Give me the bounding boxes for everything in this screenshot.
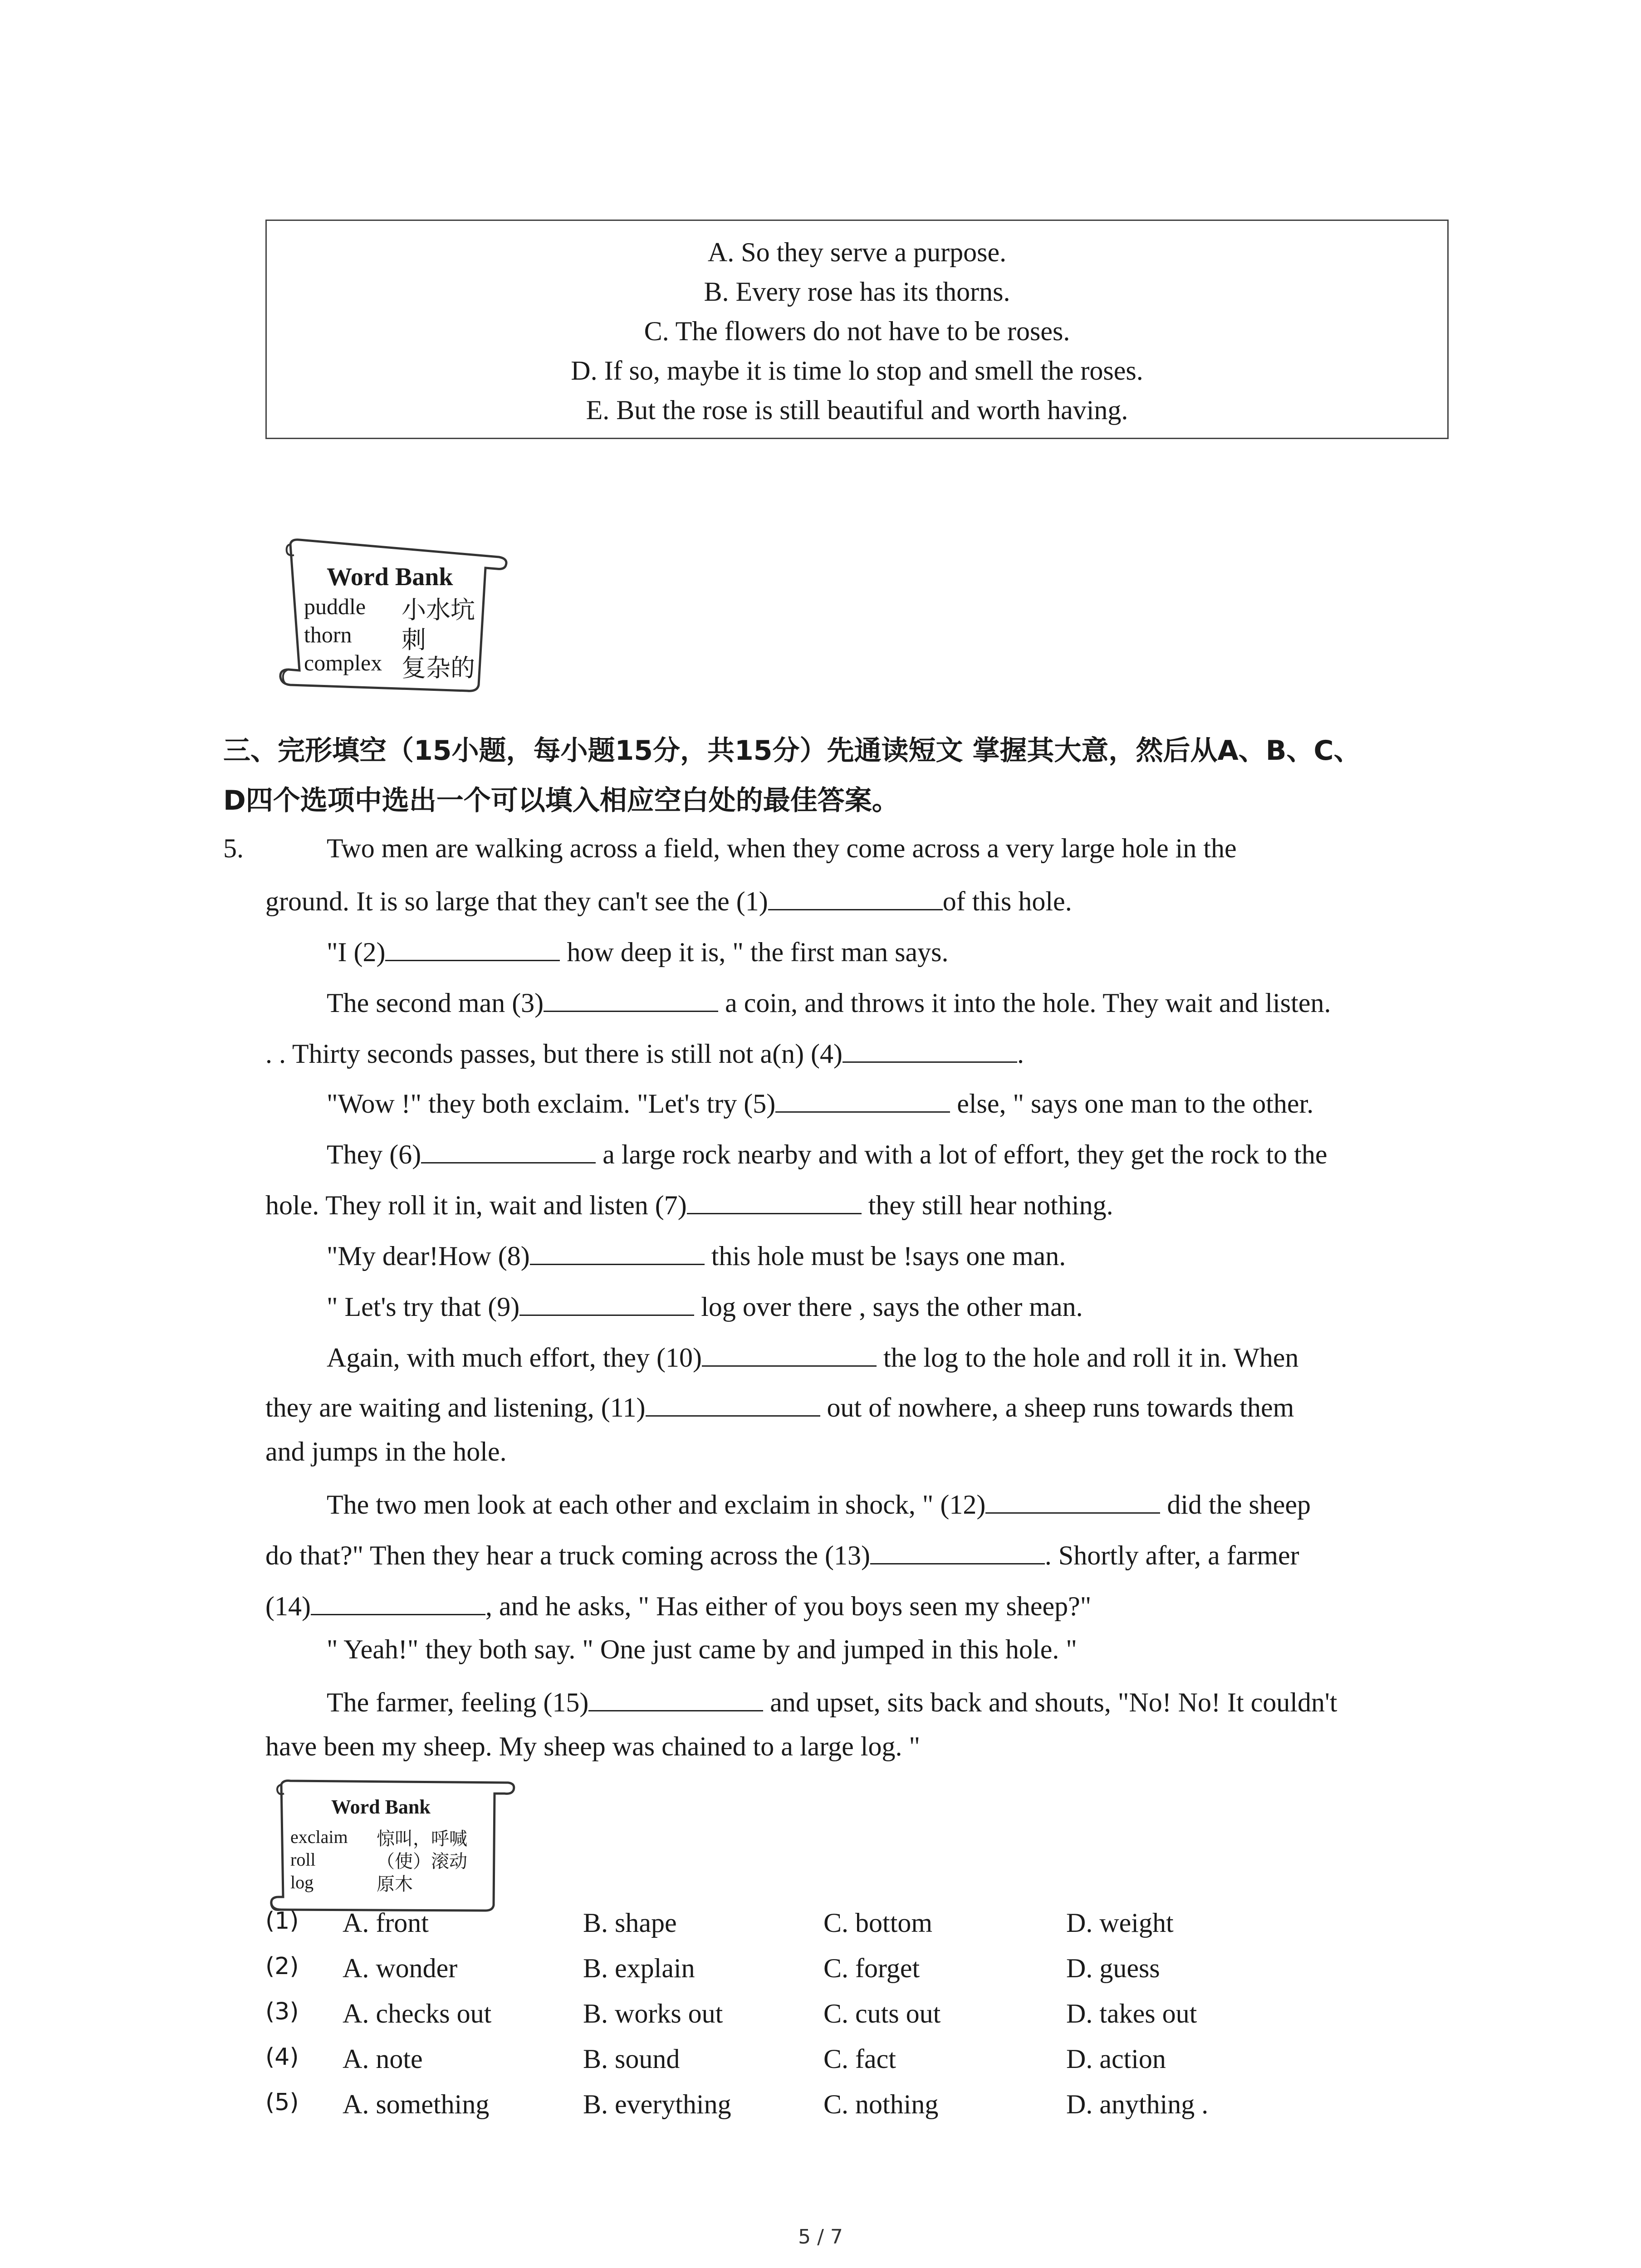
passage-line: ground. It is so large that they can't see the (1) of this hole. <box>265 884 1072 917</box>
passage-line: The second man (3) a coin, and throws it into the hole. They wait and listen. <box>327 985 1331 1019</box>
passage-line: do that?" Then they hear a truck coming across the (13) . Shortly after, a farmer <box>265 1538 1299 1571</box>
option-b: B. Every rose has its thorns. <box>704 277 1010 307</box>
option-d: D. If so, maybe it is time lo stop and smell the roses. <box>571 356 1143 386</box>
passage-line: Again, with much effort, they (10) the log to the hole and roll it in. When <box>327 1340 1298 1374</box>
blank-1[interactable] <box>768 884 943 910</box>
section-heading-line-2: D四个选项中选出一个可以填入相应空白处的最佳答案。 <box>223 785 899 816</box>
choice-number: (5) <box>265 2089 299 2116</box>
blank-3[interactable] <box>544 985 718 1012</box>
passage-line: "Wow !" they both exclaim. "Let's try (5) else, " says one man to the other. <box>327 1086 1313 1119</box>
passage-line: The two men look at each other and exclaim in shock, " (12) did the sheep <box>327 1487 1311 1520</box>
choice-number: (4) <box>265 2043 299 2071</box>
choice-b[interactable]: B. explain <box>583 1953 695 1983</box>
options-box <box>265 220 1449 439</box>
word-bank-scroll-1 <box>272 535 513 699</box>
choice-b[interactable]: B. sound <box>583 2044 680 2074</box>
choice-number: (1) <box>265 1907 299 1935</box>
passage-line: and jumps in the hole. <box>265 1437 507 1466</box>
word-bank-zh: 原木 <box>377 1874 413 1895</box>
choice-c[interactable]: C. cuts out <box>823 1999 941 2028</box>
choice-b[interactable]: B. works out <box>583 1999 723 2028</box>
passage-line: . . Thirty seconds passes, but there is still not a(n) (4) . <box>265 1036 1024 1070</box>
word-bank-en: complex <box>304 650 382 675</box>
passage-line: " Let's try that (9) log over there , says the other man. <box>327 1289 1083 1323</box>
blank-12[interactable] <box>985 1487 1160 1514</box>
word-bank-en: roll <box>290 1849 316 1870</box>
passage-line: They (6) a large rock nearby and with a lot of effort, they get the rock to the <box>327 1137 1327 1170</box>
passage-line: have been my sheep. My sheep was chained to a large log. " <box>265 1731 920 1761</box>
choice-a[interactable]: A. checks out <box>343 1999 492 2028</box>
passage-line: The farmer, feeling (15) and upset, sits back and shouts, "No! No! It couldn't <box>327 1685 1337 1718</box>
passage-line: (14) , and he asks, " Has either of you boys seen my sheep?" <box>265 1589 1091 1622</box>
word-bank-en: puddle <box>304 594 366 619</box>
section-heading-line-1: 三、完形填空（15小题，每小题15分，共15分）先通读短文 掌握其大意，然后从A、B、C、 <box>223 735 1361 767</box>
word-bank-zh: 惊叫，呼喊 <box>377 1828 467 1849</box>
blank-4[interactable] <box>843 1036 1017 1063</box>
choice-a[interactable]: A. front <box>343 1908 429 1938</box>
word-bank-zh: 小水坑 <box>402 596 475 624</box>
choice-a[interactable]: A. note <box>343 2044 423 2074</box>
passage-line: hole. They roll it in, wait and listen (7) they still hear nothing. <box>265 1188 1113 1221</box>
blank-14[interactable] <box>311 1589 485 1615</box>
blank-10[interactable] <box>702 1340 877 1367</box>
word-bank-en: exclaim <box>290 1827 348 1847</box>
option-c: C. The flowers do not have to be roses. <box>644 316 1070 346</box>
blank-15[interactable] <box>588 1685 763 1711</box>
choice-number: (3) <box>265 1998 299 2025</box>
choice-c[interactable]: C. fact <box>823 2044 896 2074</box>
blank-13[interactable] <box>870 1538 1045 1564</box>
blank-2[interactable] <box>385 934 560 961</box>
choice-d[interactable]: D. weight <box>1066 1908 1174 1938</box>
passage-line: Two men are walking across a field, when they come across a very large hole in the <box>327 833 1237 863</box>
section-heading <box>223 726 1457 826</box>
word-bank-en: log <box>290 1872 314 1892</box>
choice-b[interactable]: B. shape <box>583 1908 677 1938</box>
word-bank-title: Word Bank <box>327 563 453 591</box>
choice-a[interactable]: A. wonder <box>343 1953 458 1983</box>
choice-b[interactable]: B. everything <box>583 2089 731 2119</box>
choice-c[interactable]: C. nothing <box>823 2089 939 2119</box>
blank-11[interactable] <box>646 1390 820 1417</box>
question-number: 5. <box>223 833 244 863</box>
blank-8[interactable] <box>530 1238 705 1265</box>
word-bank-zh: 复杂的 <box>402 654 475 682</box>
passage-line: they are waiting and listening, (11) out of nowhere, a sheep runs towards them <box>265 1390 1294 1423</box>
option-a: A. So they serve a purpose. <box>707 237 1007 267</box>
choice-d[interactable]: D. action <box>1066 2044 1166 2074</box>
word-bank-title: Word Bank <box>331 1796 431 1818</box>
blank-6[interactable] <box>421 1137 596 1163</box>
choice-d[interactable]: D. anything . <box>1066 2089 1209 2119</box>
blank-5[interactable] <box>775 1086 950 1113</box>
choice-c[interactable]: C. forget <box>823 1953 920 1983</box>
choice-d[interactable]: D. guess <box>1066 1953 1160 1983</box>
page-number: 5 / 7 <box>798 2225 843 2248</box>
word-bank-scroll-2 <box>263 1778 517 1914</box>
blank-9[interactable] <box>519 1289 694 1316</box>
choice-a[interactable]: A. something <box>343 2089 490 2119</box>
passage-line: "My dear!How (8) this hole must be !says one man. <box>327 1238 1066 1272</box>
choice-number: (2) <box>265 1953 299 1980</box>
passage-line: " Yeah!" they both say. " One just came by and jumped in this hole. " <box>327 1634 1077 1664</box>
word-bank-zh: 刺 <box>402 626 426 654</box>
choice-d[interactable]: D. takes out <box>1066 1999 1197 2028</box>
choice-c[interactable]: C. bottom <box>823 1908 933 1938</box>
option-e: E. But the rose is still beautiful and worth having. <box>586 395 1128 425</box>
blank-7[interactable] <box>687 1188 862 1214</box>
passage-line: "I (2) how deep it is, " the first man says. <box>327 934 948 968</box>
word-bank-zh: （使）滚动 <box>377 1851 467 1872</box>
word-bank-en: thorn <box>304 622 352 647</box>
